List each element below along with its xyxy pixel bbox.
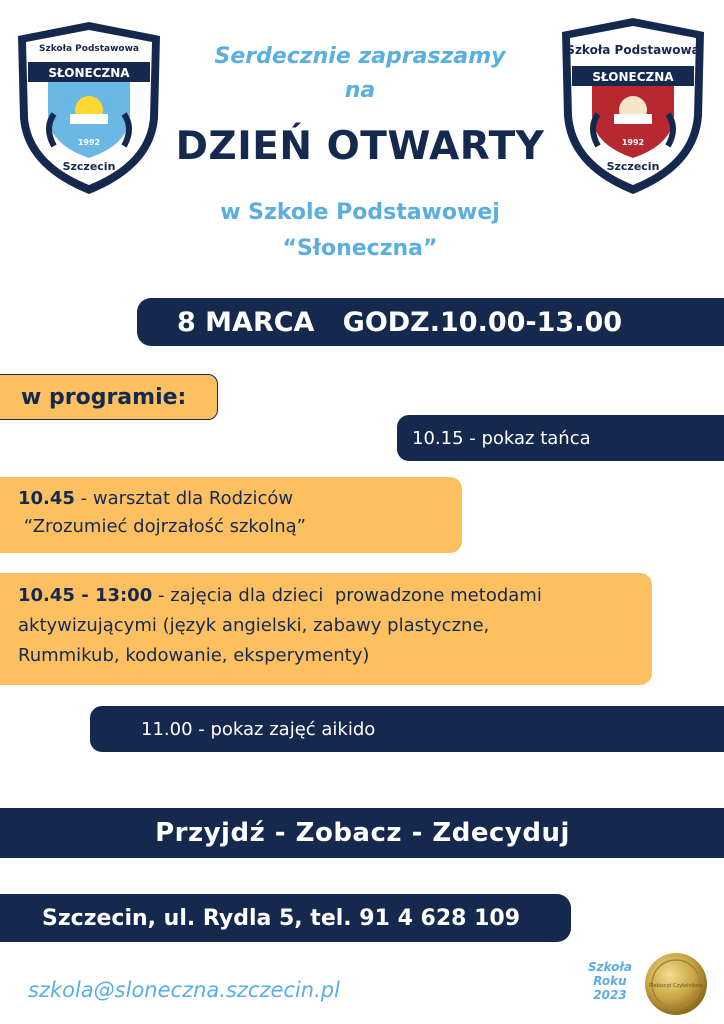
logo-right-city: Szczecin	[606, 160, 660, 173]
logo-right-banner: SŁONECZNA	[592, 70, 674, 84]
item2-line2: “Zrozumieć dojrzałość szkolną”	[18, 516, 306, 537]
medal-text: Plebiscyt Czytelników	[649, 983, 703, 989]
program-label: w programie:	[0, 374, 218, 420]
award-label	[578, 960, 642, 1002]
item3-line2: aktywizującymi (język angielski, zabawy plastyczne,	[18, 615, 490, 636]
item3-text: - zajęcia dla dzieci prowadzone metodami	[152, 585, 542, 606]
program-item-kids-activities	[0, 573, 652, 685]
award-line-3: 2023	[593, 988, 627, 1002]
email-link[interactable]: szkola@sloneczna.szczecin.pl	[28, 978, 340, 1002]
invitation-line-1: Serdecznie zapraszamy	[214, 44, 506, 69]
invitation-line-2: na	[344, 78, 376, 103]
logo-left-year: 1992	[77, 138, 101, 147]
item3-line3: Rummikub, kodowanie, eksperymenty)	[18, 645, 370, 666]
slogan-bar: Przyjdź - Zobacz - Zdecyduj	[0, 808, 724, 858]
logo-left-city: Szczecin	[62, 160, 116, 173]
program-item-parents-workshop	[0, 477, 462, 553]
program-item-aikido: 11.00 - pokaz zajęć aikido	[90, 706, 724, 752]
logo-right-year: 1992	[621, 138, 645, 147]
school-logo-left	[14, 18, 164, 198]
program-item-dance: 10.15 - pokaz tańca	[397, 415, 724, 461]
address-bar: Szczecin, ul. Rydla 5, tel. 91 4 628 109	[0, 894, 571, 942]
logo-right-top-text: Szkoła Podstawowa	[566, 43, 700, 57]
event-title: DZIEŃ OTWARTY	[175, 124, 545, 169]
logo-left-top-text: Szkoła Podstawowa	[38, 44, 140, 54]
school-logo-right	[558, 14, 708, 199]
award-medal-icon	[643, 951, 709, 1017]
school-name-line-2: “Słoneczna”	[282, 236, 438, 261]
logo-left-banner: SŁONECZNA	[48, 66, 130, 80]
item2-time: 10.45	[18, 488, 75, 509]
date-time-bar: 8 MARCA GODZ.10.00-13.00	[137, 298, 724, 346]
item2-text: - warsztat dla Rodziców	[74, 488, 294, 509]
award-line-2: Roku	[593, 974, 627, 988]
school-name-line-1: w Szkole Podstawowej	[220, 200, 500, 225]
award-line-1: Szkoła	[587, 960, 633, 974]
item3-time: 10.45 - 13:00	[18, 585, 153, 606]
